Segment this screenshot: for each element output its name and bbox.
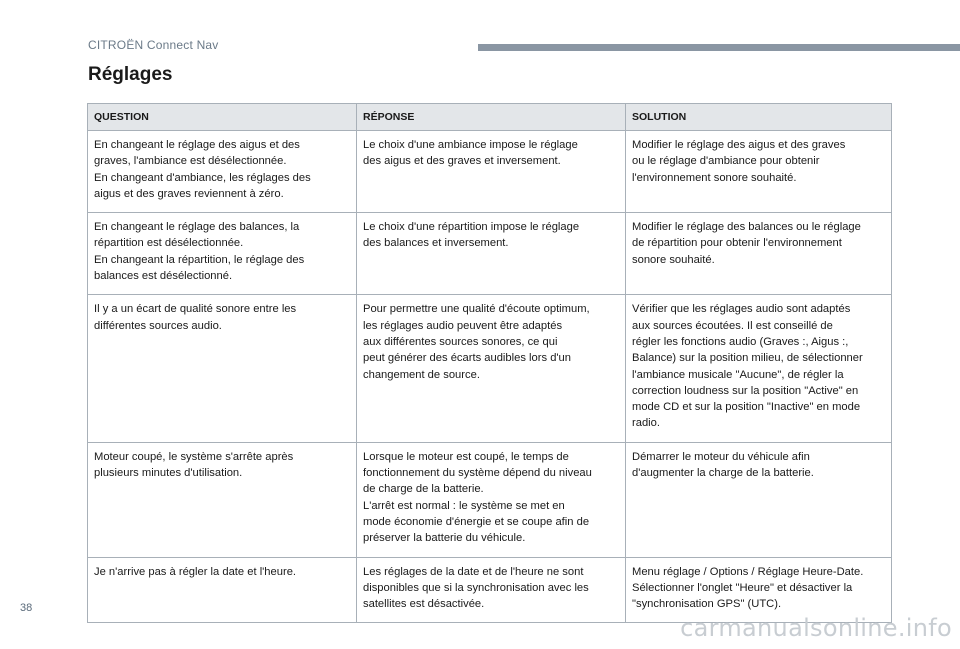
cell-text-line: de charge de la batterie.: [363, 483, 484, 496]
table-cell-solution: [626, 442, 892, 557]
cell-text-line: disponibles que si la synchronisation avec les: [363, 581, 589, 594]
cell-text-line: peut générer des écarts audibles lors d'un: [363, 352, 571, 365]
table-cell-question: [88, 295, 357, 442]
cell-text-line: En changeant le réglage des balances, la: [94, 221, 300, 234]
cell-text-line: Vérifier que les réglages audio sont adaptés: [632, 303, 851, 316]
header-bar: [478, 44, 960, 51]
cell-text-line: régler les fonctions audio (Graves :, Aigus :,: [632, 335, 849, 348]
table-cell-question: [88, 131, 357, 213]
cell-text-line: changement de source.: [363, 368, 480, 381]
cell-text-line: les réglages audio peuvent être adaptés: [363, 319, 563, 332]
column-header-solution: SOLUTION: [626, 104, 892, 131]
table-cell-answer: [357, 213, 626, 295]
cell-text-line: radio.: [632, 417, 660, 430]
brand-label: CITROËN Connect Nav: [88, 38, 219, 52]
cell-text-line: Les réglages de la date et de l'heure ne sont: [363, 565, 584, 578]
table-header-row: [88, 104, 892, 131]
cell-text-line: ou le réglage d'ambiance pour obtenir: [632, 155, 820, 168]
cell-text-line: mode CD et sur la position "Inactive" en mode: [632, 401, 861, 414]
cell-text-line: Je n'arrive pas à régler la date et l'heure.: [94, 565, 297, 578]
cell-text-line: plusieurs minutes d'utilisation.: [94, 467, 243, 480]
cell-text-line: sonore souhaité.: [632, 253, 715, 266]
cell-text-line: graves, l'ambiance est désélectionnée.: [94, 155, 287, 168]
table-cell-solution: [626, 131, 892, 213]
cell-text-line: correction loudness sur la position "Active" en: [632, 384, 859, 397]
cell-text-line: Sélectionner l'onglet "Heure" et désactiver la: [632, 581, 853, 594]
cell-text-line: En changeant d'ambiance, les réglages des: [94, 171, 311, 184]
cell-text-line: différentes sources audio.: [94, 319, 222, 332]
cell-text-line: "synchronisation GPS" (UTC).: [632, 598, 782, 611]
table-cell-question: [88, 442, 357, 557]
page-number: 38: [20, 602, 33, 614]
cell-text-line: Démarrer le moteur du véhicule afin: [632, 450, 810, 463]
cell-text-line: répartition est désélectionnée.: [94, 237, 244, 250]
column-header-answer: RÉPONSE: [357, 104, 626, 131]
cell-text-line: Menu réglage / Options / Réglage Heure-Date.: [632, 565, 864, 578]
cell-text-line: l'ambiance musicale "Aucune", de régler la: [632, 368, 844, 381]
table-cell-answer: [357, 295, 626, 442]
cell-text-line: des aigus et des graves et inversement.: [363, 155, 561, 168]
table-cell-question: [88, 213, 357, 295]
cell-text-line: balances est désélectionné.: [94, 270, 233, 283]
cell-text-line: Pour permettre une qualité d'écoute optimum,: [363, 303, 590, 316]
cell-text-line: aigus et des graves reviennent à zéro.: [94, 187, 284, 200]
cell-text-line: d'augmenter la charge de la batterie.: [632, 467, 814, 480]
cell-text-line: Le choix d'une ambiance impose le réglage: [363, 139, 578, 151]
table-row: [88, 213, 892, 295]
cell-text-line: préserver la batterie du véhicule.: [363, 532, 526, 545]
cell-text-line: Modifier le réglage des balances ou le réglage: [632, 221, 861, 234]
cell-text-line: Lorsque le moteur est coupé, le temps de: [363, 450, 569, 463]
cell-text-line: En changeant la répartition, le réglage des: [94, 253, 305, 266]
table-body: [88, 131, 892, 623]
page-title: Réglages: [88, 64, 173, 85]
table-row: [88, 131, 892, 213]
cell-text-line: Modifier le réglage des aigus et des graves: [632, 139, 846, 151]
cell-text-line: Il y a un écart de qualité sonore entre les: [94, 303, 297, 316]
column-header-question: QUESTION: [88, 104, 357, 131]
table-cell-solution: [626, 295, 892, 442]
cell-text-line: aux différentes sources sonores, ce qui: [363, 335, 558, 348]
cell-text-line: des balances et inversement.: [363, 237, 509, 250]
cell-text-line: l'environnement sonore souhaité.: [632, 171, 797, 184]
table-cell-solution: [626, 213, 892, 295]
cell-text-line: En changeant le réglage des aigus et des: [94, 139, 300, 151]
table-cell-answer: [357, 557, 626, 623]
table-cell-question: [88, 557, 357, 623]
table-row: [88, 442, 892, 557]
cell-text-line: Moteur coupé, le système s'arrête après: [94, 450, 294, 463]
cell-text-line: Le choix d'une répartition impose le réglage: [363, 221, 580, 234]
cell-text-line: fonctionnement du système dépend du niveau: [363, 467, 592, 480]
cell-text-line: satellites est désactivée.: [363, 598, 485, 611]
table-cell-answer: [357, 131, 626, 213]
cell-text-line: de répartition pour obtenir l'environnement: [632, 237, 842, 250]
table-cell-answer: [357, 442, 626, 557]
cell-text-line: L'arrêt est normal : le système se met en: [363, 499, 565, 512]
cell-text-line: aux sources écoutées. Il est conseillé de: [632, 319, 833, 332]
table-row: [88, 295, 892, 442]
troubleshooting-table: [87, 103, 892, 623]
cell-text-line: Balance) sur la position milieu, de sélectionner: [632, 352, 863, 365]
cell-text-line: mode économie d'énergie et se coupe afin de: [363, 515, 590, 528]
watermark: carmanualsonline.info: [680, 614, 952, 642]
